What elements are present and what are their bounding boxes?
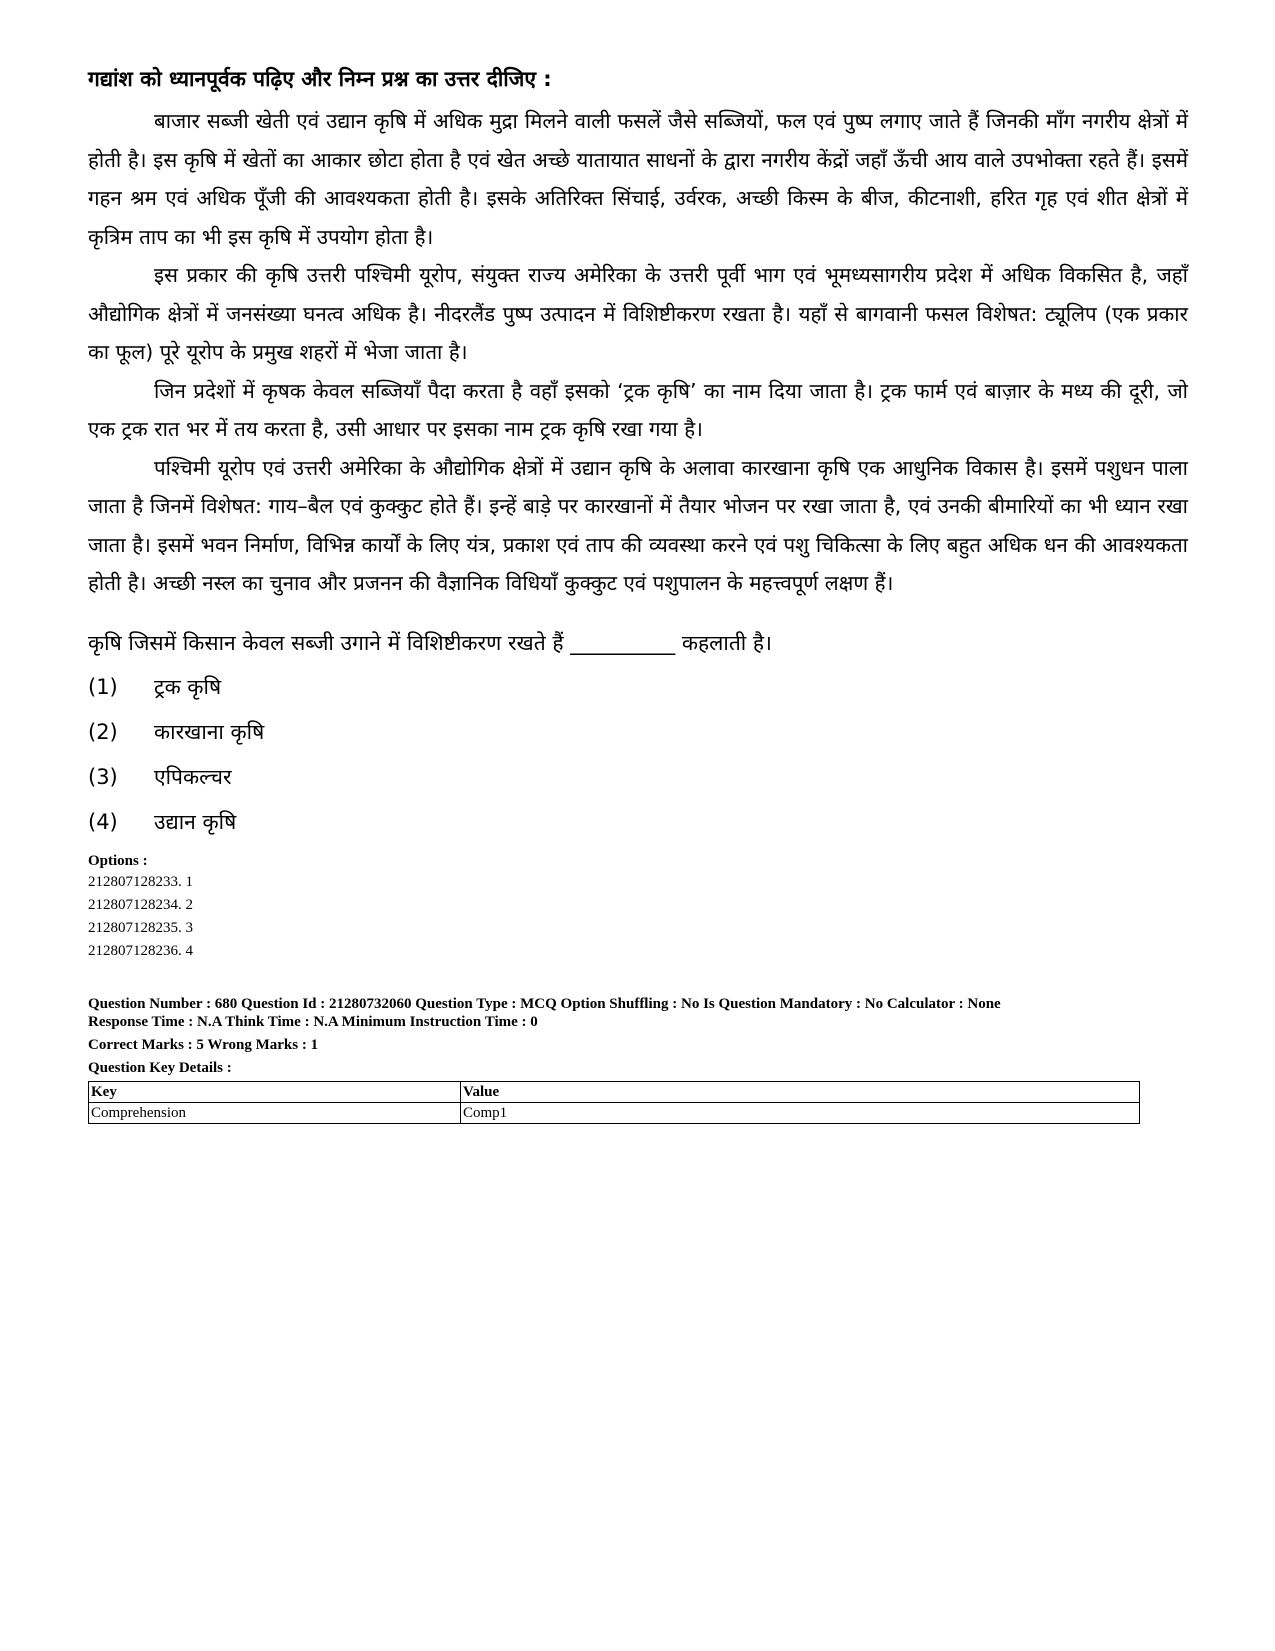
option-id-3: 212807128235. 3 [88, 919, 193, 936]
answer-choice-3 [88, 755, 1188, 800]
comprehension-passage [88, 102, 1188, 603]
question-meta [88, 995, 1188, 1031]
key-details-label: Question Key Details : [88, 1059, 232, 1076]
question-page [88, 62, 1188, 1124]
question-meta-line-1: Question Number : 680 Question Id : 21280732060 Question Type : MCQ Option Shuffling : No Is Question Mandatory : No Calculator : None [88, 995, 1001, 1012]
choice-text: कारखाना कृषि [154, 719, 265, 744]
answer-choice-1 [88, 665, 1188, 710]
passage-paragraph-1: बाजार सब्जी खेती एवं उद्यान कृषि में अधिक मुद्रा मिलने वाली फसलें जैसे सब्जियों, फल एवं पुष्प लगाए जाते हैं जिनकी माँग नगरीय क्षेत्रों में होती है। इस कृषि में खेतों का आकार छोटा होता है एवं खेत अच्छे यातायात साधनों के द्वारा नगरीय केंद्रों जहाँ ऊँची आय वाले उपभोक्ता रहते हैं। इसमें गहन श्रम एवं अधिक पूँजी की आवश्यकता होती है। इसके अतिरिक्त सिंचाई, उर्वरक, अच्छी किस्म के बीज, कीटनाशी, हरित गृह एवं शीत क्षेत्रों में कृत्रिम ताप का भी इस कृषि में उपयोग होता है। [88, 109, 1188, 249]
question-meta-line-2: Response Time : N.A Think Time : N.A Minimum Instruction Time : 0 [88, 1013, 538, 1030]
choice-text: ट्रक कृषि [154, 674, 222, 699]
table-cell-key: Comprehension [89, 1102, 461, 1123]
choice-text: एपिकल्चर [154, 764, 232, 789]
choice-number: (4) [88, 809, 118, 834]
table-header-row [89, 1081, 1140, 1102]
column-header-value: Value [461, 1081, 1140, 1102]
options-label: Options : [88, 852, 148, 869]
choice-number: (1) [88, 674, 118, 699]
option-id-2: 212807128234. 2 [88, 896, 193, 913]
answer-choice-2 [88, 710, 1188, 755]
marks-info: Correct Marks : 5 Wrong Marks : 1 [88, 1036, 319, 1053]
answer-choice-4 [88, 800, 1188, 845]
option-id-4: 212807128236. 4 [88, 942, 193, 959]
answer-choices [88, 665, 1188, 845]
instruction-heading: गद्यांश को ध्यानपूर्वक पढ़िए और निम्न प्रश्न का उत्तर दीजिए : [88, 67, 552, 91]
passage-paragraph-4: पश्चिमी यूरोप एवं उत्तरी अमेरिका के औद्योगिक क्षेत्रों में उद्यान कृषि के अलावा कारखाना कृषि एक आधुनिक विकास है। इसमें पशुधन पाला जाता है जिनमें विशेषत: गाय–बैल एवं कुक्कुट होते हैं। इन्हें बाड़े पर कारखानों में तैयार भोजन पर रखा जाता है, एवं उनकी बीमारियों का भी ध्यान रखा जाता है। इसमें भवन निर्माण, विभिन्न कार्यों के लिए यंत्र, प्रकाश एवं ताप की व्यवस्था करने एवं पशु चिकित्सा के लिए बहुत अधिक धन की आवश्यकता होती है। अच्छी नस्ल का चुनाव और प्रजनन की वैज्ञानिक विधियाँ कुक्कुट एवं पशुपालन के महत्त्वपूर्ण लक्षण हैं। [88, 455, 1188, 595]
option-id-1: 212807128233. 1 [88, 873, 193, 890]
table-cell-value: Comp1 [461, 1102, 1140, 1123]
column-header-key: Key [89, 1081, 461, 1102]
choice-number: (3) [88, 764, 118, 789]
passage-paragraph-2: इस प्रकार की कृषि उत्तरी पश्चिमी यूरोप, संयुक्त राज्य अमेरिका के उत्तरी पूर्वी भाग एवं भूमध्यसागरीय प्रदेश में अधिक विकसित है, जहाँ औद्योगिक क्षेत्रों में जनसंख्या घनत्व अधिक है। नीदरलैंड पुष्प उत्पादन में विशिष्टीकरण रखता है। यहाँ से बागवानी फसल विशेषत: ट्यूलिप (एक प्रकार का फूल) पूरे यूरोप के प्रमुख शहरों में भेजा जाता है। [88, 263, 1188, 364]
choice-number: (2) [88, 719, 118, 744]
choice-text: उद्यान कृषि [154, 809, 237, 834]
key-details-table [88, 1081, 1140, 1124]
table-row [89, 1102, 1140, 1123]
question-text: कृषि जिसमें किसान केवल सब्जी उगाने में विशिष्टीकरण रखते हैं __________ कहलाती है। [88, 630, 773, 655]
passage-paragraph-3: जिन प्रदेशों में कृषक केवल सब्जियाँ पैदा करता है वहाँ इसको ‘ट्रक कृषि’ का नाम दिया जाता है। ट्रक फार्म एवं बाज़ार के मध्य की दूरी, जो एक ट्रक रात भर में तय करता है, उसी आधार पर इसका नाम ट्रक कृषि रखा गया है। [88, 378, 1188, 441]
